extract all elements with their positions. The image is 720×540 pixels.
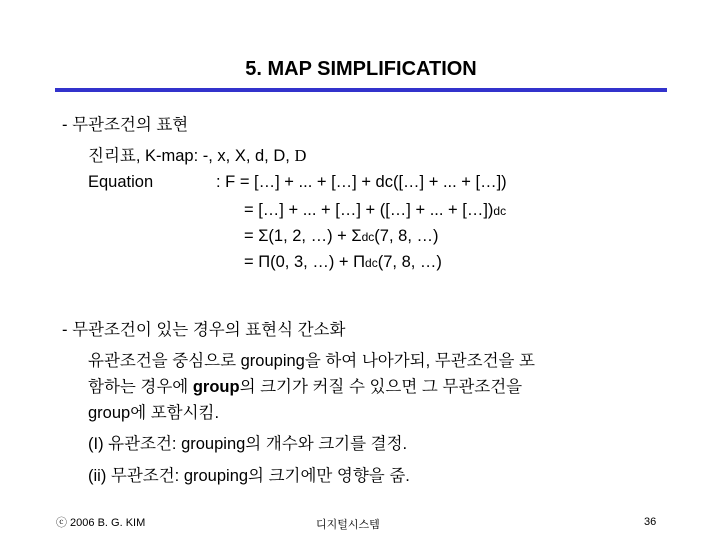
paragraph-line-1: 유관조건을 중심으로 grouping을 하여 나아가되, 무관조건을 포 <box>88 352 535 370</box>
footer-course: 디지털시스템 <box>316 519 380 531</box>
equation-line-4-b: (7, 8, …) <box>377 253 442 271</box>
paragraph-line-2-bold: group <box>192 378 240 396</box>
equation-label: Equation <box>88 173 154 191</box>
paragraph-line-2-b: 의 크기가 커질 수 있으면 그 무관조건을 <box>239 378 523 396</box>
list-item-2: (ii) 무관조건: grouping의 크기에만 영향을 줌. <box>88 467 410 485</box>
page-title: 5. MAP SIMPLIFICATION <box>245 58 477 80</box>
title-divider <box>55 88 667 92</box>
equation-line-4-a: = Π(0, 3, …) + Π <box>244 253 366 271</box>
equation-line-3-a: = Σ(1, 2, …) + Σ <box>244 227 362 245</box>
equation-line-4 <box>244 253 442 272</box>
paragraph-line-2-a: 함하는 경우에 <box>88 378 193 396</box>
notation-text: 진리표, K-map: -, x, X, d, D, <box>88 147 295 165</box>
notation-line <box>88 142 306 166</box>
equation-line-3 <box>244 227 438 246</box>
equation-line-2-main: = […] + ... + […] + ([…] + ... + […]) <box>244 201 494 219</box>
equation-line-3-b: (7, 8, …) <box>374 227 439 245</box>
equation-line-4-sub: dc <box>365 256 378 270</box>
equation-line-1: : F = […] + ... + […] + dc([…] + ... + […]) <box>216 173 507 191</box>
page-number: 36 <box>644 516 657 528</box>
equation-line-2 <box>244 201 506 220</box>
paragraph-line-3: group에 포함시킴. <box>88 404 220 422</box>
section1-heading: - 무관조건의 표현 <box>62 116 189 134</box>
notation-symbol: D <box>294 146 307 165</box>
paragraph-line-2 <box>88 373 522 397</box>
footer-copyright: ⓒ 2006 B. G. KIM <box>56 517 146 529</box>
equation-line-3-sub: dc <box>361 230 375 244</box>
section2-heading: - 무관조건이 있는 경우의 표현식 간소화 <box>62 321 346 339</box>
list-item-1: (I) 유관조건: grouping의 개수와 크기를 결정. <box>88 435 408 453</box>
equation-line-2-sub: dc <box>493 204 507 218</box>
